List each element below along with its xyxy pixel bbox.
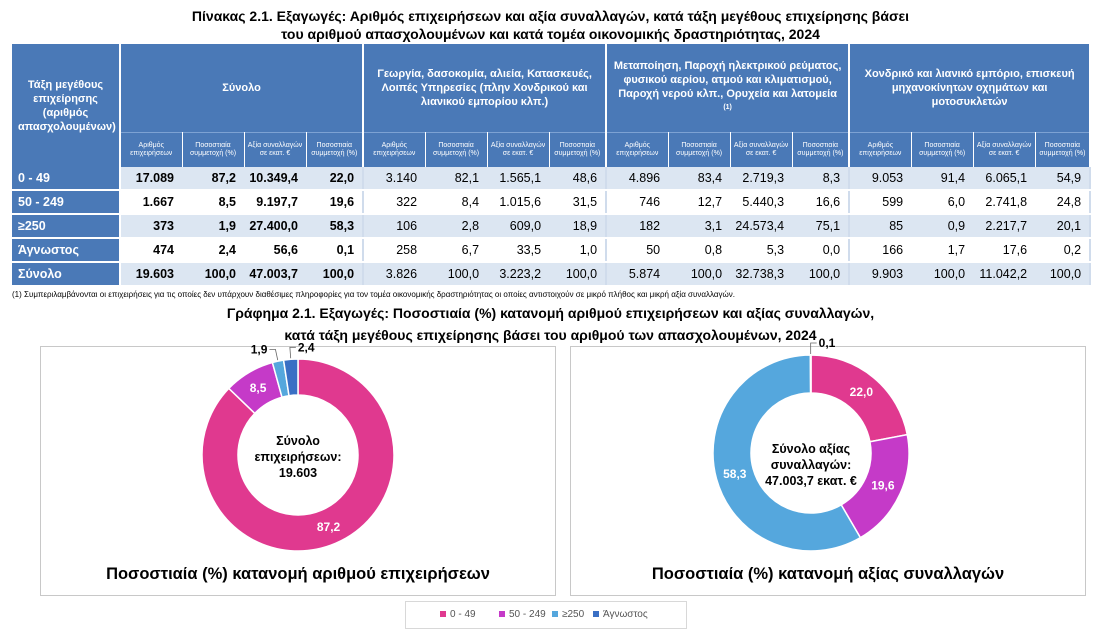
table-cell: 474 bbox=[120, 238, 182, 262]
table-cell: 24.573,4 bbox=[730, 214, 792, 238]
table-cell: 100,0 bbox=[182, 262, 244, 286]
donut-data-label: 2,4 bbox=[297, 340, 315, 355]
row-label: 50 - 249 bbox=[12, 190, 120, 214]
table-cell: 2.741,8 bbox=[973, 190, 1035, 214]
group-header-total: Σύνολο bbox=[120, 44, 363, 133]
table-cell: 16,6 bbox=[792, 190, 849, 214]
table-cell: 32.738,3 bbox=[730, 262, 792, 286]
table-cell: 24,8 bbox=[1035, 190, 1090, 214]
table-cell: 11.042,2 bbox=[973, 262, 1035, 286]
table-cell: 0,8 bbox=[668, 238, 730, 262]
table-cell: 0,9 bbox=[911, 214, 973, 238]
leader-line bbox=[811, 343, 817, 354]
table-cell: 3,1 bbox=[668, 214, 730, 238]
table-cell: 1,0 bbox=[549, 238, 606, 262]
table-cell: 5.874 bbox=[606, 262, 668, 286]
table-cell: 0,2 bbox=[1035, 238, 1090, 262]
table-cell: 75,1 bbox=[792, 214, 849, 238]
donut-data-label: 22,0 bbox=[849, 385, 874, 400]
donut-title-enterprises: Ποσοστιαία (%) κατανομή αριθμού επιχειρήσεων bbox=[106, 565, 490, 583]
center-line: 47.003,7 εκατ. € bbox=[765, 474, 857, 488]
table-cell: 58,3 bbox=[306, 214, 363, 238]
row-header: Τάξη μεγέθους επιχείρησης (αριθμός απασχολουμένων) bbox=[12, 44, 120, 167]
table-cell: 2,4 bbox=[182, 238, 244, 262]
group-header-manufacturing bbox=[606, 44, 849, 133]
table-cell: 19.603 bbox=[120, 262, 182, 286]
table-cell: 100,0 bbox=[792, 262, 849, 286]
donut-center-label-value bbox=[751, 441, 871, 489]
legend-label: Άγνωστος bbox=[603, 609, 648, 620]
table-cell: 56,6 bbox=[244, 238, 306, 262]
table-cell: 91,4 bbox=[911, 167, 973, 190]
table-cell: 100,0 bbox=[425, 262, 487, 286]
table-cell: 1.667 bbox=[120, 190, 182, 214]
legend-label: 50 - 249 bbox=[509, 609, 546, 620]
table-cell: 4.896 bbox=[606, 167, 668, 190]
table-cell: 100,0 bbox=[1035, 262, 1090, 286]
table-cell: 19,6 bbox=[306, 190, 363, 214]
table-cell: 8,3 bbox=[792, 167, 849, 190]
table-cell: 3.223,2 bbox=[487, 262, 549, 286]
table-row bbox=[12, 167, 1090, 190]
column-subheader: Ποσοστιαία συμμετοχή (%) bbox=[668, 133, 730, 168]
table-cell: 1,9 bbox=[182, 214, 244, 238]
column-subheader: Ποσοστιαία συμμετοχή (%) bbox=[549, 133, 606, 168]
group-header-trade: Χονδρικό και λιανικό εμπόριο, επισκευή μηχανοκίνητων οχημάτων και μοτοσυκλετών bbox=[849, 44, 1090, 133]
center-line: συναλλαγών: bbox=[770, 458, 852, 472]
column-subheader: Ποσοστιαία συμμετοχή (%) bbox=[425, 133, 487, 168]
donut-center-label-enterprises bbox=[248, 433, 348, 481]
table-cell: 27.400,0 bbox=[244, 214, 306, 238]
column-subheader: Ποσοστιαία συμμετοχή (%) bbox=[306, 133, 363, 168]
center-line: επιχειρήσεων: bbox=[254, 450, 342, 464]
table-cell: 47.003,7 bbox=[244, 262, 306, 286]
legend-item bbox=[499, 609, 546, 620]
table-cell: 3.140 bbox=[363, 167, 425, 190]
legend-swatch bbox=[593, 611, 599, 617]
column-subheader: Ποσοστιαία συμμετοχή (%) bbox=[182, 133, 244, 168]
table-row bbox=[12, 262, 1090, 286]
table-cell: 8,5 bbox=[182, 190, 244, 214]
table-cell: 2.719,3 bbox=[730, 167, 792, 190]
row-label: 0 - 49 bbox=[12, 167, 120, 190]
legend-swatch bbox=[499, 611, 505, 617]
table-row bbox=[12, 238, 1090, 262]
table-cell: 87,2 bbox=[182, 167, 244, 190]
center-line: Σύνολο bbox=[276, 434, 320, 448]
table-cell: 6,0 bbox=[911, 190, 973, 214]
table-cell: 2,8 bbox=[425, 214, 487, 238]
column-subheader: Ποσοστιαία συμμετοχή (%) bbox=[792, 133, 849, 168]
column-subheader: Αριθμός επιχειρήσεων bbox=[849, 133, 911, 168]
column-subheader: Αξία συναλλαγών σε εκατ. € bbox=[244, 133, 306, 168]
table-cell: 12,7 bbox=[668, 190, 730, 214]
table-cell: 106 bbox=[363, 214, 425, 238]
legend-item bbox=[440, 609, 476, 620]
table-cell: 18,9 bbox=[549, 214, 606, 238]
center-line: Σύνολο αξίας bbox=[771, 442, 851, 456]
table-cell: 48,6 bbox=[549, 167, 606, 190]
table-cell: 31,5 bbox=[549, 190, 606, 214]
donut-title-value: Ποσοστιαία (%) κατανομή αξίας συναλλαγών bbox=[651, 565, 1005, 583]
table-cell: 5,3 bbox=[730, 238, 792, 262]
table-row bbox=[12, 190, 1090, 214]
chart-legend bbox=[405, 601, 687, 629]
column-subheader: Αξία συναλλαγών σε εκατ. € bbox=[730, 133, 792, 168]
donut-data-label: 1,9 bbox=[250, 342, 268, 357]
table-title-line2: του αριθμού απασχολουμένων και κατά τομέα οικονομικής δραστηριότητας, 2024 bbox=[281, 26, 820, 42]
donut-data-label: 87,2 bbox=[316, 519, 341, 534]
table-cell: 5.440,3 bbox=[730, 190, 792, 214]
table-title-line1: Πίνακας 2.1. Εξαγωγές: Αριθμός επιχειρήσεων και αξία συναλλαγών, κατά τάξη μεγέθους επιχείρησης βάσει bbox=[191, 8, 910, 24]
table-cell: 17.089 bbox=[120, 167, 182, 190]
footnote-marker: (1) bbox=[723, 103, 732, 111]
donut-panel-enterprises bbox=[40, 340, 556, 596]
table-cell: 100,0 bbox=[306, 262, 363, 286]
table-cell: 373 bbox=[120, 214, 182, 238]
table-cell: 33,5 bbox=[487, 238, 549, 262]
center-line: 19.603 bbox=[278, 466, 318, 480]
group-header-agri: Γεωργία, δασοκομία, αλιεία, Κατασκευές, Λοιπές Υπηρεσίες (πλην Χονδρικού και λιανικού εμπορίου κλπ.) bbox=[363, 44, 606, 133]
table-cell: 8,4 bbox=[425, 190, 487, 214]
table-row bbox=[12, 214, 1090, 238]
donut-data-label: 58,3 bbox=[723, 466, 747, 481]
group-header-manufacturing-label: Μεταποίηση, Παροχή ηλεκτρικού ρεύματος, φυσικού αερίου, ατμού και κλιματισμού, Παροχή νερού κλπ., Ορυχεία και λατομεία bbox=[613, 59, 842, 100]
table-cell: 20,1 bbox=[1035, 214, 1090, 238]
donut-panel-value bbox=[570, 336, 1086, 596]
table-cell: 100,0 bbox=[668, 262, 730, 286]
row-label: ≥250 bbox=[12, 214, 120, 238]
legend-item bbox=[552, 609, 584, 620]
legend-label: ≥250 bbox=[562, 609, 585, 620]
table-cell: 100,0 bbox=[911, 262, 973, 286]
table-cell: 166 bbox=[849, 238, 911, 262]
column-subheader: Αξία συναλλαγών σε εκατ. € bbox=[487, 133, 549, 168]
table-cell: 85 bbox=[849, 214, 911, 238]
column-subheader: Αριθμός επιχειρήσεων bbox=[606, 133, 668, 168]
column-subheader: Ποσοστιαία συμμετοχή (%) bbox=[1035, 133, 1090, 168]
table-cell: 6.065,1 bbox=[973, 167, 1035, 190]
row-label: Άγνωστος bbox=[12, 238, 120, 262]
chart-title-line2: κατά τάξη μεγέθους επιχείρησης βάσει του αριθμού των απασχολουμένων, 2024 bbox=[284, 327, 817, 343]
donut-data-label: 19,6 bbox=[871, 478, 895, 493]
chart-title-line1: Γράφημα 2.1. Εξαγωγές: Ποσοστιαία (%) κατανομή αριθμού επιχειρήσεων και αξίας συναλλαγών, bbox=[226, 305, 875, 321]
table-footnote: (1) Συμπεριλαμβάνονται οι επιχειρήσεις για τις οποίες δεν υπάρχουν διαθέσιμες πληροφορίες για τον τομέα οικονομικής δραστηριότητας οι οποίες αντιστοιχούν σε μικρό πλήθος και μικρή αξία συναλλαγών. bbox=[12, 290, 735, 299]
column-subheader: Αξία συναλλαγών σε εκατ. € bbox=[973, 133, 1035, 168]
leader-line bbox=[269, 349, 277, 360]
table-cell: 1.565,1 bbox=[487, 167, 549, 190]
table-cell: 599 bbox=[849, 190, 911, 214]
table-cell: 182 bbox=[606, 214, 668, 238]
leader-line bbox=[290, 347, 296, 358]
table-cell: 9.197,7 bbox=[244, 190, 306, 214]
table-cell: 54,9 bbox=[1035, 167, 1090, 190]
donut-slice bbox=[810, 355, 811, 393]
table-cell: 746 bbox=[606, 190, 668, 214]
donut-data-label: 0,1 bbox=[818, 336, 836, 351]
table-cell: 9.903 bbox=[849, 262, 911, 286]
donut-data-label: 8,5 bbox=[249, 380, 267, 395]
table-cell: 1,7 bbox=[911, 238, 973, 262]
column-subheader: Ποσοστιαία συμμετοχή (%) bbox=[911, 133, 973, 168]
table-cell: 17,6 bbox=[973, 238, 1035, 262]
column-subheader: Αριθμός επιχειρήσεων bbox=[120, 133, 182, 168]
table-cell: 6,7 bbox=[425, 238, 487, 262]
table-cell: 0,1 bbox=[306, 238, 363, 262]
table-cell: 100,0 bbox=[549, 262, 606, 286]
table-cell: 1.015,6 bbox=[487, 190, 549, 214]
legend-label: 0 - 49 bbox=[450, 609, 476, 620]
table-cell: 9.053 bbox=[849, 167, 911, 190]
table-cell: 10.349,4 bbox=[244, 167, 306, 190]
table-cell: 50 bbox=[606, 238, 668, 262]
table-cell: 83,4 bbox=[668, 167, 730, 190]
table-cell: 2.217,7 bbox=[973, 214, 1035, 238]
row-label: Σύνολο bbox=[12, 262, 120, 286]
table-cell: 82,1 bbox=[425, 167, 487, 190]
table-cell: 258 bbox=[363, 238, 425, 262]
column-subheader: Αριθμός επιχειρήσεων bbox=[363, 133, 425, 168]
legend-item bbox=[593, 609, 648, 620]
table-cell: 322 bbox=[363, 190, 425, 214]
legend-swatch bbox=[552, 611, 558, 617]
table-cell: 0,0 bbox=[792, 238, 849, 262]
legend-swatch bbox=[440, 611, 446, 617]
table-cell: 3.826 bbox=[363, 262, 425, 286]
exports-table bbox=[12, 44, 1091, 287]
table-cell: 609,0 bbox=[487, 214, 549, 238]
table-cell: 22,0 bbox=[306, 167, 363, 190]
